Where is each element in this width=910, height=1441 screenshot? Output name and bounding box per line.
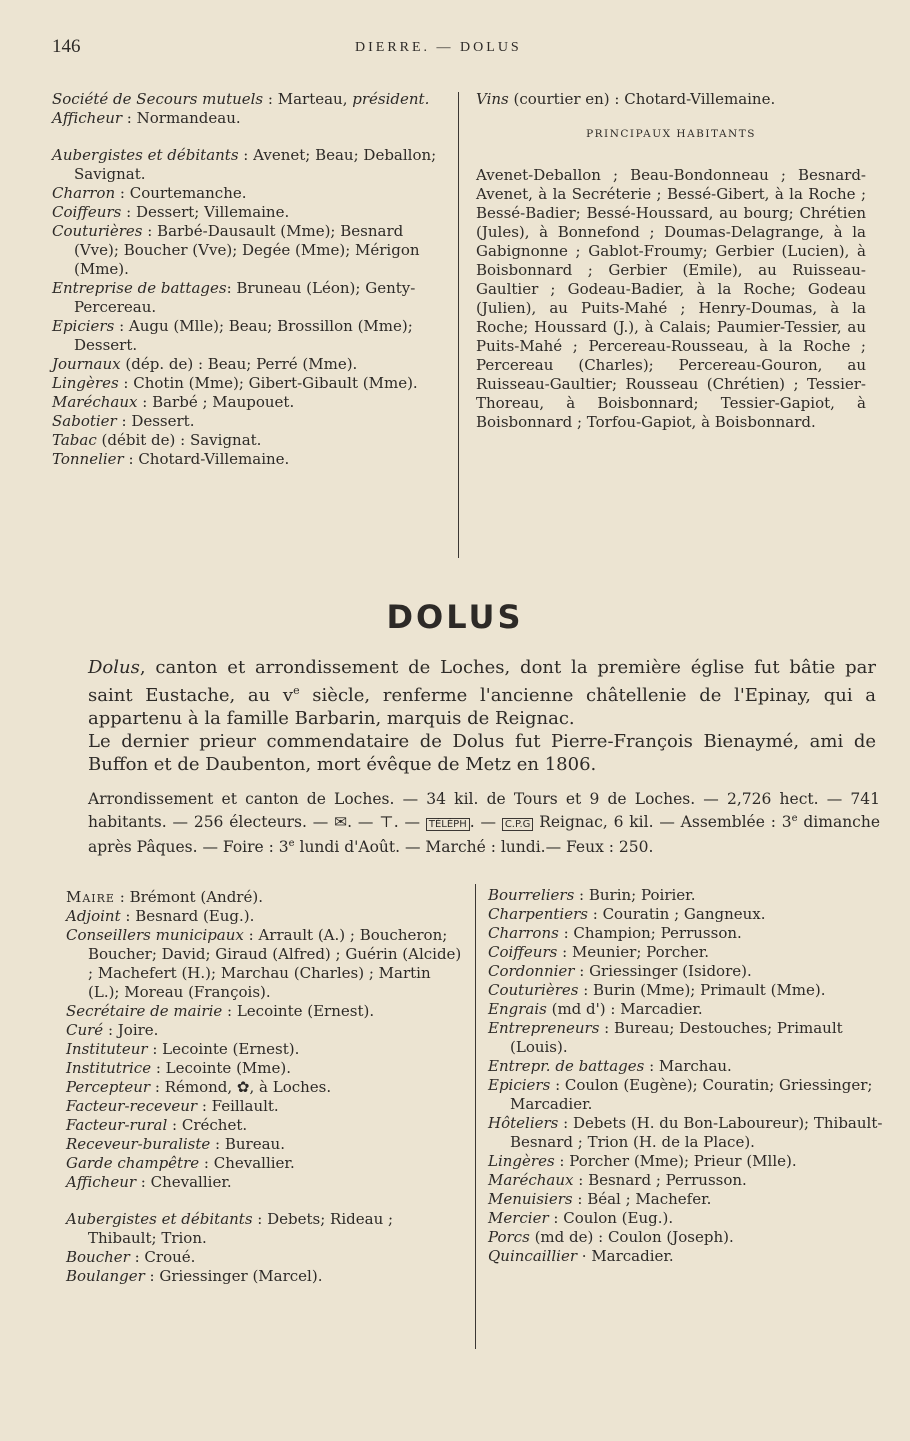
directory-entry [66, 1154, 464, 1173]
directory-entry [66, 1021, 464, 1040]
entry-separator: : [574, 886, 589, 904]
entry-value: (débit de) : Savignat. [101, 431, 262, 449]
entry-value: Chevallier. [150, 1173, 232, 1191]
cpg-badge: C.P.G [502, 818, 534, 831]
dierre-right-column [476, 90, 866, 432]
entry-value: (dép. de) : Beau; Perré (Mme). [125, 355, 358, 373]
directory-entry [488, 1114, 888, 1152]
entry-separator: : [114, 317, 129, 335]
entry-value: Avenet; Beau; Deballon; Savignat. [74, 146, 437, 183]
entry-value: Besnard (Eug.). [135, 907, 255, 925]
dolus-right-column [488, 886, 888, 1266]
entry-value: Coulon (Eugène); Couratin; Griessinger; Marcadier. [510, 1076, 873, 1113]
directory-entry [66, 1097, 464, 1116]
entry-separator: : [142, 222, 158, 240]
entry-role: Porcs [488, 1228, 530, 1246]
intro-text-1: , canton et arrondissement de Loches, dont la première église fut bâtie par saint Eustache, au [88, 657, 876, 706]
directory-entry [488, 1057, 888, 1076]
entry-value: Béal ; Machefer. [587, 1190, 712, 1208]
entry-separator: : [150, 1078, 165, 1096]
entry-separator: : [263, 90, 278, 108]
entry-separator: : [147, 1040, 163, 1058]
entry-value: Feillault. [211, 1097, 279, 1115]
entry-value: Courtemanche. [129, 184, 247, 202]
entry-separator: : [243, 926, 259, 944]
entry-role: Charpentiers [488, 905, 588, 923]
entry-value: Dessert; Villemaine. [135, 203, 290, 221]
directory-entry [488, 1247, 888, 1266]
entry-separator: : [599, 1019, 614, 1037]
info-text: . — [469, 813, 502, 832]
running-title: DIERRE. — DOLUS [355, 40, 522, 55]
entry-separator: : [103, 1021, 118, 1039]
info-paragraph [88, 790, 880, 857]
intro-text [88, 656, 876, 776]
entry-role: Mercier [488, 1209, 549, 1227]
ordinal-sup: e [791, 813, 798, 824]
info-text: Reignac, 6 kil. — Assemblée : 3 [533, 813, 792, 832]
entry-role: Charron [52, 184, 116, 202]
entry-role: Journaux [52, 355, 121, 373]
directory-entry [52, 317, 447, 355]
entry-role: Institutrice [66, 1059, 152, 1077]
telegraph-icon: ⊤ [379, 813, 394, 832]
directory-entry [66, 1173, 464, 1192]
entry-value: Meunier; Porcher. [571, 943, 710, 961]
directory-entry [488, 924, 888, 943]
entry-value: Porcher (Mme); Prieur (Mlle). [569, 1152, 797, 1170]
entry-separator: : [199, 1154, 214, 1172]
entry-role: Coiffeurs [488, 943, 558, 961]
entry-separator: : [120, 907, 136, 925]
entry-role: Receveur-buraliste [66, 1135, 211, 1153]
entry-role: Cordonnier [488, 962, 575, 980]
entry-role: Entrepr. de battages [488, 1057, 645, 1075]
entry-value: Burin (Mme); Primault (Mme). [593, 981, 826, 999]
entry-separator: : [129, 1248, 145, 1266]
directory-entry [488, 1019, 888, 1057]
entry-separator: : [548, 1209, 564, 1227]
entry-role: Facteur-receveur [66, 1097, 198, 1115]
intro-text-2: Le dernier prieur commendataire de Dolus fut Pierre-François Bienaymé, ami de Buffon et de Daubenton, mort évêque de Metz en 1806. [88, 731, 876, 775]
info-text: dimanche après Pâques. — Foire : 3 [88, 813, 881, 857]
entry-value: Barbé-Dausault (Mme); Besnard (Vve); Boucher (Vve); Degée (Mme); Mérigon (Mme). [74, 222, 420, 278]
entry-value: Rémond, ✿, à Loches. [164, 1078, 332, 1096]
directory-entry [52, 222, 447, 279]
entry-value: Marchau. [658, 1057, 732, 1075]
entry-role: Afficheur [66, 1173, 137, 1191]
page-number: 146 [52, 36, 81, 57]
entry-role: Tonnelier [52, 450, 124, 468]
directory-entry [488, 981, 888, 1000]
entry-separator: : [122, 109, 137, 127]
directory-entry [52, 355, 447, 374]
entry-separator: : [197, 1097, 212, 1115]
entry-separator: : [557, 943, 572, 961]
entry-separator: : [644, 1057, 659, 1075]
directory-entry [66, 1248, 464, 1267]
column-divider [475, 884, 476, 1349]
entry-value: Besnard ; Perrusson. [588, 1171, 747, 1189]
entry-value: Marcadier. [591, 1247, 674, 1265]
entry-separator: : [587, 905, 603, 923]
entry-value: Burin; Poirier. [588, 886, 696, 904]
entry-value: Champion; Perrusson. [573, 924, 742, 942]
directory-entry [488, 1000, 888, 1019]
entry-value: Lecointe (Ernest). [236, 1002, 375, 1020]
info-text: Arrondissement et canton de Loches. — 34 kil. de Tours et 9 de Loches. — 2,726 hect. — 741 habitants. — 256 électeurs. — [88, 790, 880, 832]
entry-value: Bureau; Destouches; Primault (Louis). [510, 1019, 843, 1056]
entry-separator: : [167, 1116, 182, 1134]
entry-value: (md d') : Marcadier. [551, 1000, 703, 1018]
entry-value: Marteau, [277, 90, 353, 108]
entry-role: Maréchaux [488, 1171, 574, 1189]
entry-separator: : [222, 1002, 237, 1020]
entry-separator: : [554, 1152, 570, 1170]
entry-separator: : [121, 203, 136, 221]
entry-role: Garde champêtre [66, 1154, 200, 1172]
entry-separator: : [226, 279, 237, 297]
directory-entry [488, 886, 888, 905]
entry-separator: : [136, 1173, 151, 1191]
entry-role: Charrons [488, 924, 559, 942]
directory-entry [66, 1116, 464, 1135]
entry-separator: · [577, 1247, 592, 1265]
entry-value: Brémont (André). [129, 888, 263, 906]
entry-separator: : [238, 146, 254, 164]
entry-separator: : [558, 924, 574, 942]
column-divider [458, 92, 459, 558]
entry-role: Société de Secours mutuels [52, 90, 264, 108]
entry-separator: : [574, 962, 590, 980]
directory-entry [66, 907, 464, 926]
entry-value: Bureau. [224, 1135, 285, 1153]
directory-entry [52, 279, 447, 317]
entry-extra: président. [352, 90, 430, 108]
entry-value: Croué. [144, 1248, 196, 1266]
entry-value: Lecointe (Ernest). [162, 1040, 300, 1058]
entry-value: (courtier en) : Chotard-Villemaine. [508, 90, 776, 108]
info-text: . — [347, 813, 380, 832]
entry-role: Bourreliers [488, 886, 575, 904]
entry-role: Conseillers municipaux [66, 926, 244, 944]
entry-role: Facteur-rural [66, 1116, 168, 1134]
entry-value: Bruneau (Léon); Genty-Percereau. [74, 279, 416, 316]
habitants-list: Avenet-Deballon ; Beau-Bondonneau ; Besnard-Avenet, à la Secréterie ; Bessé-Gibert, à la Roche ; Bessé-Badier; Bessé-Houssard, au bourg; Chrétien (Jules), à Bonnefond ; Doumas-Delagrange, à la Gabignonne ; Gablot-Froumy; Gerbier (Lucien), à Boisbonnard ; Gerbier (Emile), au Ruisseau-Gaultier ; Godeau-Badier, à la Roche; Godeau (Julien), au Puits-Mahé ; Henry-Doumas, à la Roche; Houssard (J.), à Calais; Paumier-Tessier, au Puits-Mahé ; Percereau-Rousseau, à la Roche ; Percereau (Charles); Percereau-Gouron, au Ruisseau-Gaultier; Rousseau (Chrétien) ; Tessier-Thoreau, à Boisbonnard; Tessier-Gapiot, à Boisbonnard ; Torfou-Gapiot, à Boisbonnard. [476, 166, 866, 431]
entry-value: Griessinger (Marcel). [159, 1267, 323, 1285]
entry-value: Chotin (Mme); Gibert-Gibault (Mme). [133, 374, 418, 392]
entry-role: Curé [66, 1021, 104, 1039]
directory-entry [52, 393, 447, 412]
entry-role: Entrepreneurs [488, 1019, 600, 1037]
entry-value: Barbé ; Maupouet. [152, 393, 295, 411]
directory-entry [52, 90, 447, 109]
entry-role: Epiciers [488, 1076, 551, 1094]
entry-role: Epiciers [52, 317, 115, 335]
intro-name: Dolus [88, 657, 140, 678]
entry-value: Lecointe (Mme). [165, 1059, 292, 1077]
entry-role: Couturières [52, 222, 143, 240]
entry-separator: : [572, 1190, 588, 1208]
entry-role: Lingères [488, 1152, 555, 1170]
entry-role: Percepteur [66, 1078, 151, 1096]
directory-entry [488, 1228, 888, 1247]
entry-role: Adjoint [66, 907, 121, 925]
directory-entry [52, 374, 447, 393]
dolus-left-column [66, 888, 464, 1286]
entry-role: Couturières [488, 981, 579, 999]
entry-value: Créchet. [181, 1116, 248, 1134]
directory-entry [488, 1209, 888, 1228]
entry-separator: : [558, 1114, 573, 1132]
entry-value: Debets; Rideau ; Thibault; Trion. [88, 1210, 394, 1247]
entry-role: Tabac [52, 431, 97, 449]
entry-separator: : [252, 1210, 268, 1228]
entry-role: Entreprise de battages [52, 279, 227, 297]
directory-entry [66, 1135, 464, 1154]
directory-entry [488, 1171, 888, 1190]
entry-role: Aubergistes et débitants [66, 1210, 253, 1228]
directory-entry [488, 962, 888, 981]
intro-text-1b: siècle, renferme l'ancienne châtellenie de l'Epinay, qui a appartenu à la famille Barbarin, marquis de Reignac. [88, 685, 876, 729]
entry-value: Griessinger (Isidore). [589, 962, 752, 980]
entry-separator: : [210, 1135, 225, 1153]
entry-role: Boucher [66, 1248, 130, 1266]
directory-entry [488, 905, 888, 924]
entry-value: Couratin ; Gangneux. [602, 905, 766, 923]
directory-entry [66, 1059, 464, 1078]
entry-value: (md de) : Coulon (Joseph). [534, 1228, 734, 1246]
entry-role: Lingères [52, 374, 119, 392]
mail-icon: ✉ [334, 813, 348, 832]
entry-separator: : [151, 1059, 166, 1077]
entry-role: Sabotier [52, 412, 117, 430]
directory-entry [66, 1267, 464, 1286]
entry-role: Coiffeurs [52, 203, 122, 221]
entry-role: Maire [66, 888, 115, 906]
directory-entry [52, 412, 447, 431]
entry-separator: : [116, 412, 132, 430]
directory-entry [66, 1040, 464, 1059]
directory-entry [66, 1210, 464, 1248]
entry-role: Hôteliers [488, 1114, 559, 1132]
directory-entry [488, 1152, 888, 1171]
entry-separator: : [137, 393, 153, 411]
entry-role: Secrétaire de mairie [66, 1002, 223, 1020]
directory-entry [66, 888, 464, 907]
intro-paragraph-2 [88, 730, 876, 776]
entry-role: Boulanger [66, 1267, 145, 1285]
entry-value: Dessert. [131, 412, 195, 430]
entry-role: Quincaillier [488, 1247, 577, 1265]
century-sup: e [293, 684, 300, 697]
century: v [282, 685, 294, 706]
entry-separator: : [115, 184, 130, 202]
spacer [66, 1192, 464, 1210]
entry-value: Arrault (A.) ; Boucheron; Boucher; David; Giraud (Alfred) ; Guérin (Alcide) ; Machefert (H.); Marchau (Charles) ; Martin (L.); Moreau (François). [88, 926, 462, 1001]
entry-role: Aubergistes et débitants [52, 146, 239, 164]
entry-separator: : [144, 1267, 160, 1285]
entry-separator: : [573, 1171, 589, 1189]
directory-entry [66, 1078, 464, 1097]
telephone-badge: TÉLÉPH [426, 818, 470, 831]
info-text: lundi d'Août. — Marché : lundi.— Feux : 250. [294, 838, 654, 857]
directory-entry [52, 146, 447, 184]
directory-entry [488, 1190, 888, 1209]
entry-value: Debets (H. du Bon-Laboureur); Thibault-Besnard ; Trion (H. de la Place). [510, 1114, 883, 1151]
section-title: DOLUS [386, 598, 524, 636]
vins-entry [476, 90, 866, 109]
entry-separator: : [123, 450, 139, 468]
spacer [52, 128, 447, 146]
entry-role: Menuisiers [488, 1190, 573, 1208]
entry-separator: : [550, 1076, 565, 1094]
entry-separator: : [114, 888, 130, 906]
directory-entry [66, 926, 464, 1002]
entry-value: Normandeau. [136, 109, 241, 127]
entry-role: Instituteur [66, 1040, 148, 1058]
directory-entry [488, 1076, 888, 1114]
entry-separator: : [118, 374, 134, 392]
directory-entry [52, 450, 447, 469]
directory-entry [52, 431, 447, 450]
entry-value: Joire. [117, 1021, 159, 1039]
info-text: . — [393, 813, 426, 832]
dierre-left-column [52, 90, 447, 469]
entry-role: Vins [476, 90, 509, 108]
section-subheading: PRINCIPAUX HABITANTS [586, 128, 756, 140]
ordinal-sup: e [288, 838, 295, 850]
entry-separator: : [578, 981, 594, 999]
entry-role: Maréchaux [52, 393, 138, 411]
directory-entry [52, 203, 447, 222]
entry-role: Engrais [488, 1000, 547, 1018]
entry-value: Chevallier. [213, 1154, 295, 1172]
directory-entry [488, 943, 888, 962]
entry-value: Coulon (Eug.). [563, 1209, 674, 1227]
entry-value: Chotard-Villemaine. [138, 450, 290, 468]
directory-entry [52, 109, 447, 128]
directory-entry [52, 184, 447, 203]
entry-value: Augu (Mlle); Beau; Brossillon (Mme); Dessert. [74, 317, 413, 354]
entry-role: Afficheur [52, 109, 123, 127]
directory-entry [66, 1002, 464, 1021]
